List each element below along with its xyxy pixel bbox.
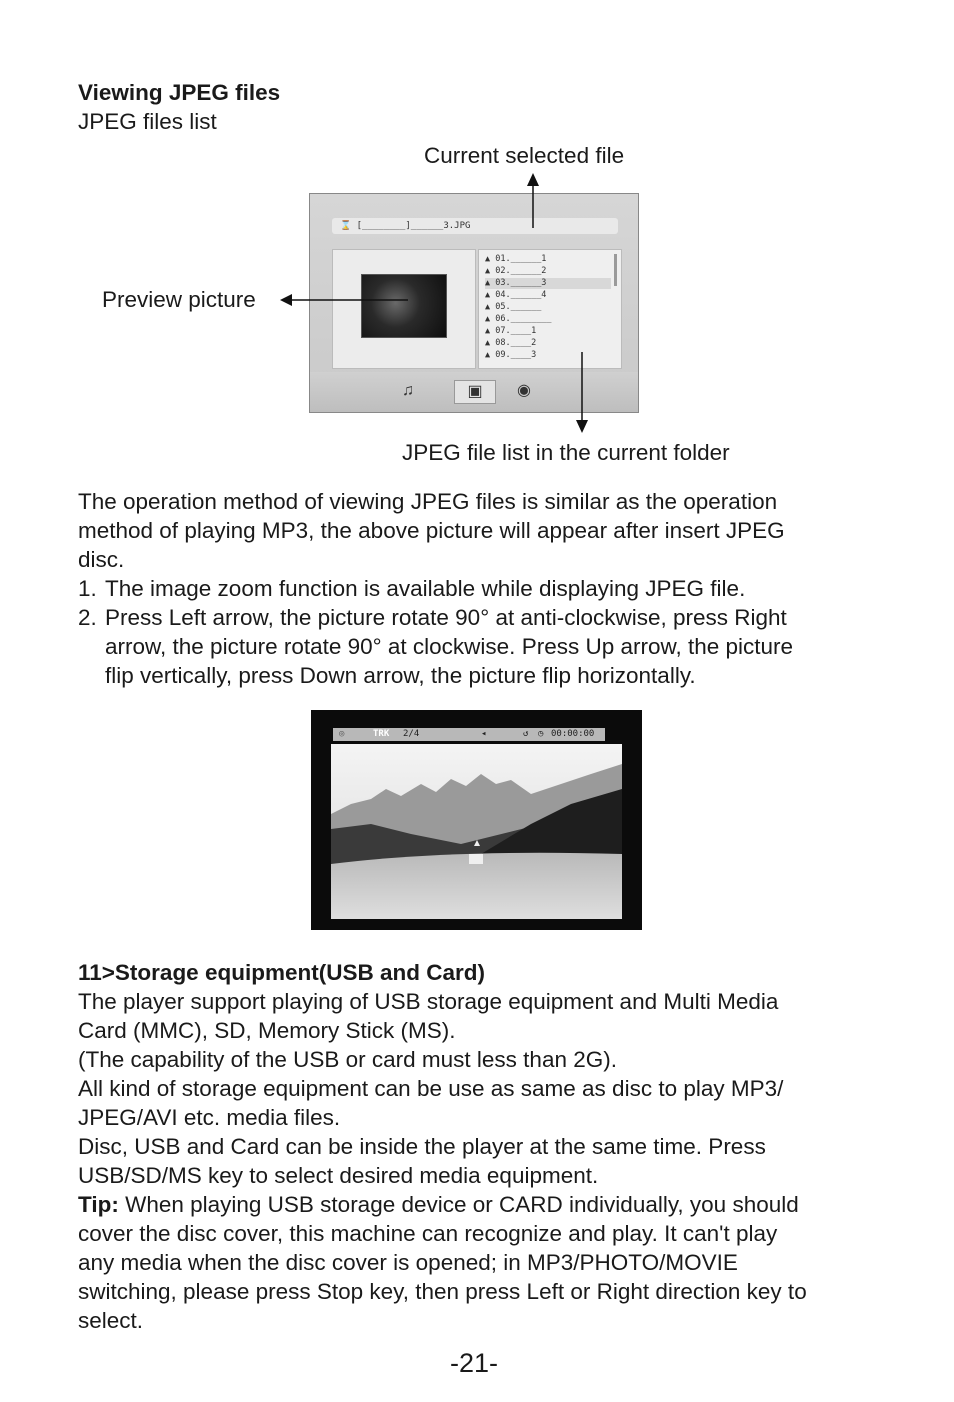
tip-line: switching, please press Stop key, then press Left or Right direction key to [78,1279,807,1304]
file-name: 08.____2 [495,338,537,348]
image-file-icon: ▲ [485,266,496,276]
body-line: disc. [78,547,125,572]
image-file-icon: ▲ [485,338,496,348]
tip-line: cover the disc cover, this machine can recognize and play. It can't play [78,1221,778,1246]
speaker-icon: ◂ [481,729,487,739]
file-name: 07.____1 [495,326,537,336]
photo-icon[interactable]: ▣ [454,380,496,404]
tip-line [78,1190,799,1219]
body-line: Card (MMC), SD, Memory Stick (MS). [78,1018,456,1043]
list-item-text: Press Left arrow, the picture rotate 90° at anti-clockwise, press Right [105,605,787,630]
movie-icon[interactable]: ◉ [517,382,531,399]
file-name: 06.________ [495,314,552,324]
file-name: 04.______4 [495,290,547,300]
file-name: 01.______1 [495,254,547,264]
tip-text: When playing USB storage device or CARD individually, you should [118,1192,799,1217]
file-name: 03.______3 [495,278,547,288]
body-line: method of playing MP3, the above picture will appear after insert JPEG [78,518,785,543]
hourglass-icon: ⌛ [340,221,357,231]
landscape-photo [331,744,622,919]
body-line: USB/SD/MS key to select desired media equipment. [78,1163,599,1188]
osd-time: 00:00:00 [551,729,595,739]
callout-preview: Preview picture [102,287,256,312]
music-icon[interactable]: ♫ [402,382,414,399]
page-number: -21- [450,1348,499,1378]
list-number: 2. [78,605,97,630]
disc-icon: ◎ [339,729,345,739]
section-heading-jpeg: Viewing JPEG files [78,80,281,105]
arrow-head-preview [280,294,292,306]
body-line: JPEG/AVI etc. media files. [78,1105,341,1130]
list-item-text: arrow, the picture rotate 90° at clockwise. Press Up arrow, the picture [105,634,794,659]
list-number: 1. [78,576,97,601]
arrow-head-file-list [576,420,588,433]
file-name: 09.____3 [495,350,537,360]
file-name: 05.______ [495,302,542,312]
arrow-head-current-file [527,173,539,186]
image-file-icon: ▲ [485,290,496,300]
file-name: 02.______2 [495,266,547,276]
callout-current-file: Current selected file [424,143,625,168]
image-file-icon: ▲ [485,350,496,360]
clock-icon: ◷ [538,729,544,739]
osd-bar [333,728,605,741]
tip-label: Tip: [78,1192,119,1217]
image-file-icon: ▲ [485,254,496,264]
rotate-icon: ↺ [523,729,529,739]
callout-file-list: JPEG file list in the current folder [402,440,730,465]
image-file-icon: ▲ [485,326,496,336]
body-line: All kind of storage equipment can be use as same as disc to play MP3/ [78,1076,784,1101]
section-heading-storage: 11>Storage equipment(USB and Card) [78,960,485,985]
body-line: Disc, USB and Card can be inside the player at the same time. Press [78,1134,766,1159]
image-file-icon: ▲ [485,302,496,312]
list-item-text: The image zoom function is available while displaying JPEG file. [105,576,746,601]
list-item-text: flip vertically, press Down arrow, the picture flip horizontally. [105,663,696,688]
image-file-icon: ▲ [485,314,496,324]
body-line: The operation method of viewing JPEG files is similar as the operation [78,489,778,514]
osd-track-label: TRK [373,729,390,739]
current-file-path: [________]______3.JPG [356,221,471,231]
body-line: (The capability of the USB or card must less than 2G). [78,1047,617,1072]
photo-playback-screenshot [311,710,642,930]
section-subheading: JPEG files list [78,109,217,134]
callout-arrows [0,0,954,470]
tip-line: select. [78,1308,144,1333]
tip-line: any media when the disc cover is opened; in MP3/PHOTO/MOVIE [78,1250,738,1275]
body-line: The player support playing of USB storage equipment and Multi Media [78,989,779,1014]
osd-track-number: 2/4 [403,729,420,739]
image-file-icon: ▲ [485,278,496,288]
